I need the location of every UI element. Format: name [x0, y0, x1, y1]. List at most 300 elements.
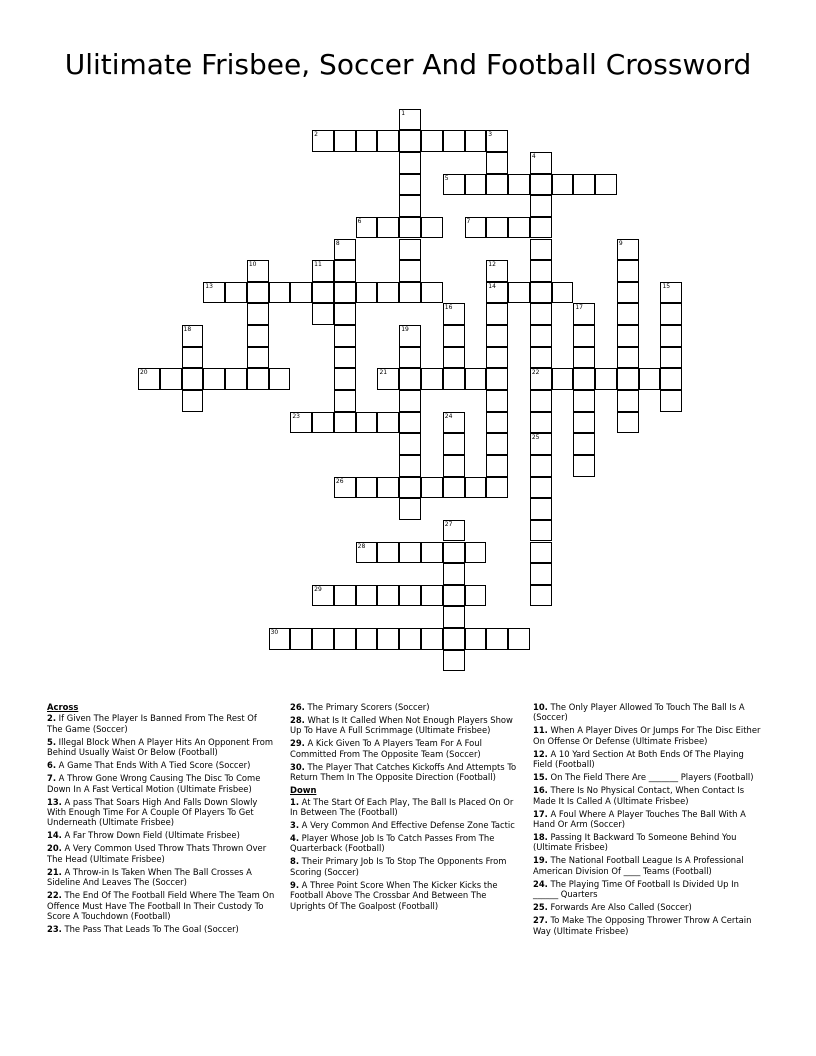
- grid-cell[interactable]: [443, 585, 465, 607]
- clue-number: 10.: [533, 702, 548, 712]
- grid-cell[interactable]: [443, 628, 465, 650]
- across-clue: [47, 773, 275, 794]
- grid-cell[interactable]: [617, 282, 639, 304]
- clue-text: A Throw Gone Wrong Causing The Disc To Come Down In A Fast Vertical Motion (Ultimate Frisbee): [47, 773, 261, 794]
- grid-cell[interactable]: [203, 282, 225, 304]
- clue-number: 5: [444, 174, 449, 182]
- grid-cell[interactable]: [290, 412, 312, 434]
- grid-cell[interactable]: [530, 520, 552, 542]
- grid-cell[interactable]: [377, 477, 399, 499]
- grid-cell[interactable]: [486, 368, 508, 390]
- clue-number: 14: [488, 282, 496, 290]
- clue-number: 20.: [47, 843, 62, 854]
- across-clue: [47, 737, 275, 758]
- grid-cell[interactable]: [552, 174, 574, 196]
- across-clue: [47, 830, 275, 840]
- clue-number: 12.: [533, 748, 548, 759]
- grid-cell[interactable]: [552, 282, 574, 304]
- clue-number: 21.: [47, 866, 62, 877]
- clue-number: 26: [335, 477, 344, 485]
- clue-text: Illegal Block When A Player Hits An Opponent From Behind Usually Waist Or Below (Football): [47, 736, 273, 758]
- clue-number: 2.: [47, 713, 57, 724]
- grid-cell[interactable]: [312, 282, 334, 304]
- down-heading: Down: [290, 785, 317, 796]
- grid-cell[interactable]: [465, 477, 487, 499]
- clue-text: A Throw-in Is Taken When The Ball Crosses A Sideline And Leaves The (Soccer): [47, 866, 252, 888]
- grid-cell[interactable]: [399, 282, 421, 304]
- grid-cell[interactable]: [312, 585, 334, 607]
- grid-cell[interactable]: [443, 412, 465, 434]
- grid-cell[interactable]: [617, 390, 639, 412]
- grid-cell[interactable]: [486, 174, 508, 196]
- clue-text: The National Football League Is A Professional American Division Of ____ Teams (Football): [533, 855, 744, 876]
- grid-cell[interactable]: [399, 217, 421, 239]
- clue-text: At The Start Of Each Play, The Ball Is Placed On Or In Between The (Football): [290, 796, 514, 818]
- grid-cell[interactable]: [356, 542, 378, 564]
- grid-cell[interactable]: [530, 325, 552, 347]
- grid-cell[interactable]: [334, 239, 356, 261]
- grid-cell[interactable]: [486, 455, 508, 477]
- clue-number: 21: [379, 369, 388, 377]
- grid-cell[interactable]: [334, 325, 356, 347]
- grid-cell[interactable]: [443, 542, 465, 564]
- clue-text: The Player That Catches Kickoffs And Attempts To Return Them In The Opposite Direction (Football): [290, 761, 517, 783]
- grid-cell[interactable]: [182, 390, 204, 412]
- grid-cell[interactable]: [573, 390, 595, 412]
- grid-cell[interactable]: [247, 347, 269, 369]
- down-clue: [533, 879, 765, 900]
- grid-cell[interactable]: [617, 303, 639, 325]
- clue-number: 4: [531, 152, 536, 160]
- grid-cell[interactable]: [486, 260, 508, 282]
- grid-cell[interactable]: [269, 282, 291, 304]
- across-clue: [290, 762, 522, 783]
- grid-cell[interactable]: [399, 152, 421, 174]
- clue-number: 23: [292, 412, 300, 420]
- clue-text: What Is It Called When Not Enough Players Show Up To Have A Full Scrimmage (Ultimate Frisbee): [290, 715, 513, 736]
- grid-cell[interactable]: [573, 303, 595, 325]
- grid-cell[interactable]: [443, 520, 465, 542]
- clue-number: 28.: [290, 715, 305, 725]
- grid-cell[interactable]: [399, 477, 421, 499]
- grid-cell[interactable]: [399, 412, 421, 434]
- clue-text: The Primary Scorers (Soccer): [304, 702, 430, 712]
- grid-cell[interactable]: [660, 325, 682, 347]
- grid-cell[interactable]: [443, 325, 465, 347]
- grid-cell[interactable]: [465, 542, 487, 564]
- grid-cell[interactable]: [290, 628, 312, 650]
- grid-cell[interactable]: [334, 585, 356, 607]
- grid-cell[interactable]: [377, 585, 399, 607]
- grid-cell[interactable]: [465, 130, 487, 152]
- grid-cell[interactable]: [465, 585, 487, 607]
- grid-cell[interactable]: [160, 368, 182, 390]
- grid-cell[interactable]: [334, 628, 356, 650]
- grid-cell[interactable]: [247, 325, 269, 347]
- grid-cell[interactable]: [399, 174, 421, 196]
- down-clue: [533, 915, 765, 936]
- clue-text: A Three Point Score When The Kicker Kicks the Football Above The Crossbar And Between The Uprights Of The Goalpost (Football): [290, 879, 498, 911]
- grid-cell[interactable]: [530, 477, 552, 499]
- grid-cell[interactable]: [421, 477, 443, 499]
- clue-number: 18: [183, 326, 192, 334]
- clue-text: On The Field There Are _______ Players (Football): [547, 772, 754, 783]
- grid-cell[interactable]: [334, 477, 356, 499]
- grid-cell[interactable]: [508, 282, 530, 304]
- grid-cell[interactable]: [660, 368, 682, 390]
- grid-cell[interactable]: [356, 585, 378, 607]
- clue-number: 2: [314, 131, 318, 139]
- clue-number: 9: [618, 239, 623, 247]
- clue-number: 25.: [533, 902, 548, 913]
- grid-cell[interactable]: [182, 325, 204, 347]
- grid-cell[interactable]: [334, 260, 356, 282]
- grid-cell[interactable]: [399, 628, 421, 650]
- grid-cell[interactable]: [443, 347, 465, 369]
- grid-cell[interactable]: [443, 303, 465, 325]
- grid-cell[interactable]: [530, 260, 552, 282]
- down-clue: [533, 725, 765, 746]
- across-clue: [290, 715, 522, 736]
- grid-cell[interactable]: [573, 455, 595, 477]
- grid-cell[interactable]: [443, 563, 465, 585]
- grid-cell[interactable]: [356, 412, 378, 434]
- grid-cell[interactable]: [247, 368, 269, 390]
- grid-cell[interactable]: [399, 109, 421, 131]
- grid-cell[interactable]: [443, 650, 465, 672]
- grid-cell[interactable]: [399, 325, 421, 347]
- grid-cell[interactable]: [552, 368, 574, 390]
- clue-number: 27: [444, 520, 453, 528]
- clue-number: 25: [531, 434, 540, 442]
- grid-cell[interactable]: [486, 217, 508, 239]
- grid-cell[interactable]: [421, 628, 443, 650]
- grid-cell[interactable]: [617, 368, 639, 390]
- grid-cell[interactable]: [399, 347, 421, 369]
- grid-cell[interactable]: [138, 368, 160, 390]
- grid-cell[interactable]: [508, 217, 530, 239]
- grid-cell[interactable]: [399, 130, 421, 152]
- grid-cell[interactable]: [530, 347, 552, 369]
- grid-cell[interactable]: [399, 390, 421, 412]
- grid-cell[interactable]: [334, 347, 356, 369]
- grid-cell[interactable]: [247, 303, 269, 325]
- down-clue: [533, 772, 765, 782]
- clue-text: There Is No Physical Contact, When Contact Is Made It Is Called A (Ultimate Frisbee): [533, 785, 745, 806]
- grid-cell[interactable]: [312, 130, 334, 152]
- clue-text: A Foul Where A Player Touches The Ball With A Hand Or Arm (Soccer): [533, 808, 746, 830]
- clue-text: To Make The Opposing Thrower Throw A Certain Way (Ultimate Frisbee): [533, 915, 752, 936]
- clue-text: If Given The Player Is Banned From The Rest Of The Game (Soccer): [47, 713, 257, 734]
- grid-cell[interactable]: [530, 217, 552, 239]
- grid-cell[interactable]: [399, 239, 421, 261]
- grid-cell[interactable]: [334, 368, 356, 390]
- across-clue: [47, 924, 275, 934]
- grid-cell[interactable]: [312, 412, 334, 434]
- clue-text: The Pass That Leads To The Goal (Soccer): [61, 924, 239, 935]
- grid-cell[interactable]: [465, 217, 487, 239]
- across-heading: Across: [47, 702, 79, 712]
- grid-cell[interactable]: [486, 282, 508, 304]
- clue-text: A Kick Given To A Players Team For A Foul Committed From The Opposite Team (Soccer): [290, 738, 482, 759]
- grid-cell[interactable]: [334, 282, 356, 304]
- grid-cell[interactable]: [617, 239, 639, 261]
- grid-cell[interactable]: [421, 217, 443, 239]
- clue-number: 7: [466, 217, 471, 225]
- clue-number: 14.: [47, 830, 62, 841]
- clue-number: 5.: [47, 736, 57, 747]
- down-clue: [290, 833, 522, 854]
- clue-number: 13.: [47, 796, 62, 807]
- grid-cell[interactable]: [573, 174, 595, 196]
- across-clue: [47, 890, 275, 921]
- grid-cell[interactable]: [530, 282, 552, 304]
- grid-cell[interactable]: [617, 412, 639, 434]
- grid-cell[interactable]: [399, 455, 421, 477]
- grid-cell[interactable]: [356, 282, 378, 304]
- grid-cell[interactable]: [486, 628, 508, 650]
- clue-text: The Only Player Allowed To Touch The Ball Is A (Soccer): [533, 702, 745, 723]
- across-clue: [47, 760, 275, 770]
- clue-number: 17.: [533, 808, 548, 819]
- grid-cell[interactable]: [312, 303, 334, 325]
- clue-number: 10: [248, 261, 257, 269]
- across-clue: [47, 713, 275, 734]
- clue-text: A Very Common Used Throw Thats Thrown Over The Head (Ultimate Frisbee): [47, 843, 267, 864]
- grid-cell[interactable]: [660, 347, 682, 369]
- across-clue: [47, 843, 275, 864]
- clue-column-2: [290, 702, 522, 914]
- down-clue: [290, 820, 522, 830]
- clue-number: 11: [314, 261, 322, 269]
- clue-number: 8: [335, 239, 340, 247]
- grid-cell[interactable]: [530, 195, 552, 217]
- grid-cell[interactable]: [421, 542, 443, 564]
- grid-cell[interactable]: [617, 347, 639, 369]
- grid-cell[interactable]: [377, 368, 399, 390]
- grid-cell[interactable]: [465, 174, 487, 196]
- grid-cell[interactable]: [530, 303, 552, 325]
- grid-cell[interactable]: [399, 585, 421, 607]
- grid-cell[interactable]: [225, 282, 247, 304]
- grid-cell[interactable]: [377, 130, 399, 152]
- grid-cell[interactable]: [269, 628, 291, 650]
- grid-cell[interactable]: [443, 433, 465, 455]
- clue-number: 6: [357, 217, 362, 225]
- across-clue: [290, 738, 522, 759]
- clue-number: 28: [357, 542, 366, 550]
- down-clue: [533, 832, 765, 853]
- grid-cell[interactable]: [639, 368, 661, 390]
- down-clue: [533, 749, 765, 770]
- grid-cell[interactable]: [399, 195, 421, 217]
- grid-cell[interactable]: [530, 455, 552, 477]
- grid-cell[interactable]: [290, 282, 312, 304]
- clue-text: The Playing Time Of Football Is Divided Up In ______ Quarters: [533, 878, 739, 900]
- grid-cell[interactable]: [573, 368, 595, 390]
- grid-cell[interactable]: [465, 628, 487, 650]
- grid-cell[interactable]: [530, 368, 552, 390]
- grid-cell[interactable]: [421, 368, 443, 390]
- clue-column-1: [47, 702, 275, 937]
- grid-cell[interactable]: [530, 239, 552, 261]
- grid-cell[interactable]: [530, 433, 552, 455]
- grid-cell[interactable]: [595, 174, 617, 196]
- clue-number: 26.: [290, 702, 305, 712]
- clue-number: 7.: [47, 773, 57, 784]
- grid-cell[interactable]: [508, 174, 530, 196]
- grid-cell[interactable]: [399, 498, 421, 520]
- grid-cell[interactable]: [182, 368, 204, 390]
- grid-cell[interactable]: [356, 628, 378, 650]
- grid-cell[interactable]: [573, 433, 595, 455]
- grid-cell[interactable]: [486, 130, 508, 152]
- clue-text: Their Primary Job Is To Stop The Opponents From Scoring (Soccer): [290, 856, 507, 877]
- grid-cell[interactable]: [443, 174, 465, 196]
- down-clue: [533, 809, 765, 830]
- clue-text: A Far Throw Down Field (Ultimate Frisbee): [61, 830, 240, 841]
- clue-number: 8.: [290, 856, 300, 867]
- grid-cell[interactable]: [465, 368, 487, 390]
- grid-cell[interactable]: [530, 585, 552, 607]
- grid-cell[interactable]: [421, 282, 443, 304]
- clue-text: A 10 Yard Section At Both Ends Of The Playing Field (Football): [533, 748, 744, 770]
- grid-cell[interactable]: [660, 303, 682, 325]
- clue-number: 24.: [533, 878, 548, 889]
- grid-cell[interactable]: [530, 498, 552, 520]
- clue-number: 1: [401, 109, 406, 117]
- grid-cell[interactable]: [269, 368, 291, 390]
- grid-cell[interactable]: [486, 433, 508, 455]
- grid-cell[interactable]: [334, 303, 356, 325]
- clue-text: A Game That Ends With A Tied Score (Soccer): [56, 760, 251, 771]
- grid-cell[interactable]: [486, 325, 508, 347]
- clue-number: 29: [314, 585, 322, 593]
- grid-cell[interactable]: [399, 433, 421, 455]
- page-title: Ulitimate Frisbee, Soccer And Football Crossword: [64, 48, 752, 81]
- down-clue: [533, 785, 765, 806]
- down-clue: [533, 702, 765, 723]
- grid-cell[interactable]: [486, 412, 508, 434]
- grid-cell[interactable]: [530, 152, 552, 174]
- clue-column-3: [533, 702, 765, 939]
- clue-number: 3: [488, 131, 493, 139]
- grid-cell[interactable]: [399, 368, 421, 390]
- grid-cell[interactable]: [443, 130, 465, 152]
- clue-text: Forwards Are Also Called (Soccer): [547, 902, 692, 913]
- clue-number: 22: [531, 369, 540, 377]
- grid-cell[interactable]: [312, 260, 334, 282]
- grid-cell[interactable]: [660, 390, 682, 412]
- grid-cell[interactable]: [573, 325, 595, 347]
- clue-number: 17: [575, 304, 583, 312]
- grid-cell[interactable]: [530, 563, 552, 585]
- clue-number: 15.: [533, 772, 548, 783]
- clue-text: The End Of The Football Field Where The Team On Offence Must Have The Football In Their Custody To Score A Touchdown (Football): [47, 890, 275, 922]
- clue-number: 29.: [290, 738, 305, 749]
- clue-text: Passing It Backward To Someone Behind You (Ultimate Frisbee): [533, 832, 737, 853]
- grid-cell[interactable]: [334, 412, 356, 434]
- grid-cell[interactable]: [508, 628, 530, 650]
- grid-cell[interactable]: [312, 628, 334, 650]
- clue-text: A pass That Soars High And Falls Down Slowly With Enough Time For A Couple Of Players To Get Underneath (Ultimate Frisbee): [47, 796, 258, 828]
- grid-cell[interactable]: [617, 325, 639, 347]
- grid-cell[interactable]: [573, 347, 595, 369]
- clue-number: 22.: [47, 890, 62, 901]
- grid-cell[interactable]: [225, 368, 247, 390]
- grid-cell[interactable]: [530, 542, 552, 564]
- clue-number: 30: [270, 629, 279, 637]
- grid-cell[interactable]: [377, 282, 399, 304]
- grid-cell[interactable]: [421, 585, 443, 607]
- grid-cell[interactable]: [486, 152, 508, 174]
- clue-number: 6.: [47, 760, 57, 771]
- grid-cell[interactable]: [486, 347, 508, 369]
- grid-cell[interactable]: [443, 477, 465, 499]
- clue-number: 12: [488, 261, 496, 269]
- grid-cell[interactable]: [399, 260, 421, 282]
- across-clue: [47, 867, 275, 888]
- grid-cell[interactable]: [377, 412, 399, 434]
- clue-number: 27.: [533, 915, 548, 926]
- grid-cell[interactable]: [530, 390, 552, 412]
- grid-cell[interactable]: [334, 390, 356, 412]
- grid-cell[interactable]: [660, 282, 682, 304]
- clue-number: 16.: [533, 785, 548, 796]
- clue-number: 19.: [533, 855, 548, 866]
- down-clue: [533, 902, 765, 912]
- grid-cell[interactable]: [334, 130, 356, 152]
- clue-text: Player Whose Job Is To Catch Passes From The Quarterback (Football): [290, 833, 495, 854]
- clue-number: 13: [205, 282, 213, 290]
- grid-cell[interactable]: [377, 628, 399, 650]
- grid-cell[interactable]: [399, 542, 421, 564]
- grid-cell[interactable]: [182, 347, 204, 369]
- grid-cell[interactable]: [356, 217, 378, 239]
- grid-cell[interactable]: [203, 368, 225, 390]
- grid-cell[interactable]: [377, 217, 399, 239]
- clue-number: 11.: [533, 725, 548, 736]
- clue-number: 1.: [290, 796, 300, 807]
- clue-number: 23.: [47, 924, 62, 935]
- across-clue: [290, 702, 522, 712]
- grid-cell[interactable]: [247, 260, 269, 282]
- grid-cell[interactable]: [377, 542, 399, 564]
- grid-cell[interactable]: [573, 412, 595, 434]
- grid-cell[interactable]: [617, 260, 639, 282]
- grid-cell[interactable]: [443, 368, 465, 390]
- grid-cell[interactable]: [595, 368, 617, 390]
- clue-number: 20: [139, 369, 148, 377]
- grid-cell[interactable]: [443, 455, 465, 477]
- grid-cell[interactable]: [421, 130, 443, 152]
- clue-text: When A Player Dives Or Jumps For The Disc Either On Offense Or Defense (Ultimate Frisbee): [533, 725, 761, 746]
- down-clue: [290, 880, 522, 911]
- grid-cell[interactable]: [486, 303, 508, 325]
- down-clue: [290, 797, 522, 818]
- grid-cell[interactable]: [530, 174, 552, 196]
- clue-number: 30.: [290, 761, 305, 772]
- grid-cell[interactable]: [247, 282, 269, 304]
- clue-number: 15: [662, 282, 671, 290]
- grid-cell[interactable]: [486, 477, 508, 499]
- grid-cell[interactable]: [356, 130, 378, 152]
- clue-text: A Very Common And Effective Defense Zone Tactic: [299, 820, 515, 831]
- grid-cell[interactable]: [356, 477, 378, 499]
- grid-cell[interactable]: [486, 390, 508, 412]
- grid-cell[interactable]: [530, 412, 552, 434]
- grid-cell[interactable]: [443, 606, 465, 628]
